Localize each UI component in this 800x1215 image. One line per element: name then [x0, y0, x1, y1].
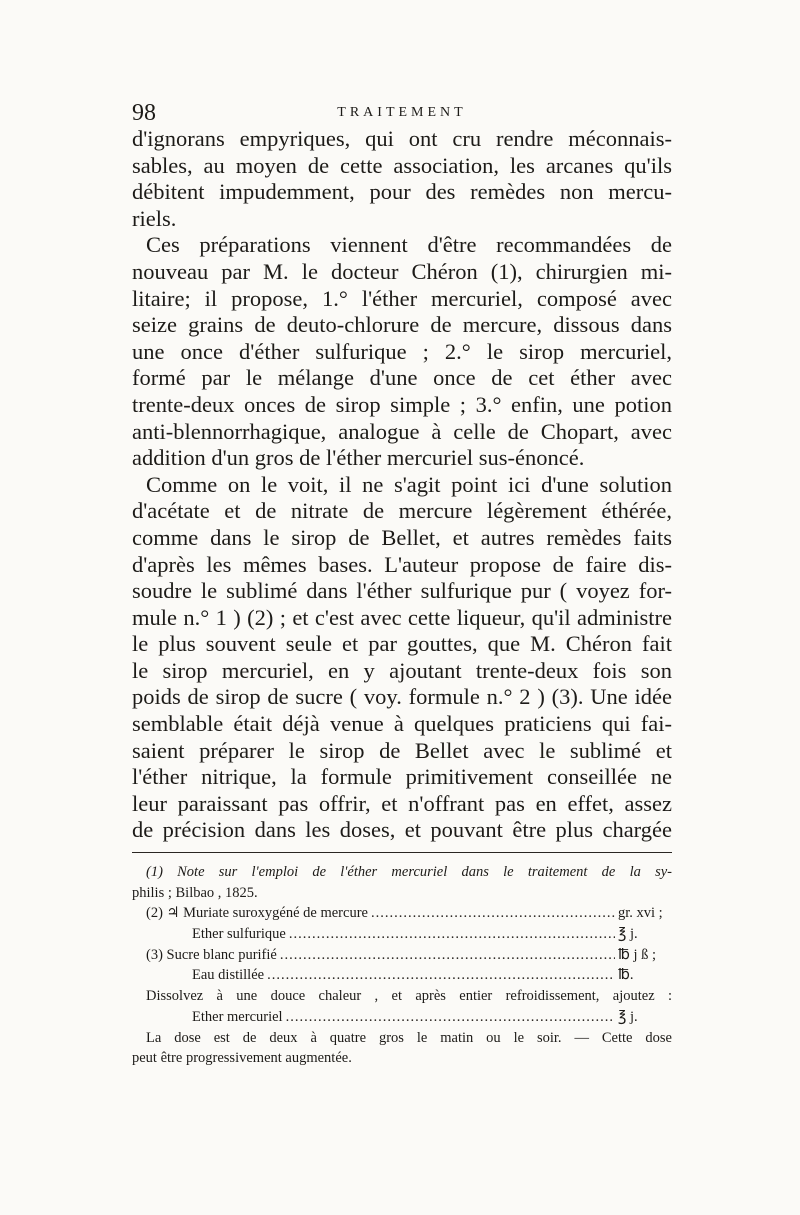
leader-dots	[371, 903, 615, 924]
running-head: TRAITEMENT	[337, 105, 467, 120]
text-line: trente-deux onces de sirop simple ; 3.° enfin, une potion	[132, 391, 672, 417]
text-line: riels.	[132, 205, 177, 231]
dose-note-line: La dose est de deux à quatre gros le matin ou le soir. — Cette dose	[146, 1029, 672, 1046]
leader-dots	[280, 945, 615, 966]
text-line: une once d'éther sulfurique ; 2.° le sirop mercuriel,	[132, 338, 672, 364]
formula-quantity: ℔ j ß ;	[618, 946, 657, 963]
formula-ingredient: Ether mercuriel	[192, 1008, 283, 1025]
text-line: soudre le sublimé dans l'éther sulfurique pur ( voyez for-	[132, 578, 672, 604]
footnotes	[132, 862, 672, 1069]
formula-row	[132, 945, 672, 966]
text-line: anti-blennorrhagique, analogue à celle de Chopart, avec	[132, 418, 672, 444]
text-line: le sirop mercuriel, en y ajoutant trente-deux fois son	[132, 657, 672, 683]
page-header	[132, 100, 672, 128]
footnote-1-line: (1) Note sur l'emploi de l'éther mercuriel dans le traitement de la sy-	[146, 864, 672, 880]
formula-row	[132, 1007, 672, 1028]
text-line: l'éther nitrique, la formule primitivement conseillée ne	[132, 764, 672, 790]
text-line: poids de sirop de sucre ( voy. formule n.° 2 ) (3). Une idée	[132, 684, 672, 710]
formula-quantity: ℥ j.	[618, 926, 638, 943]
formula-row	[132, 924, 672, 945]
formula-instruction: Dissolvez à une douce chaleur , et après entier refroidissement, ajoutez :	[146, 988, 672, 1005]
text-line: d'acétate et de nitrate de mercure légèrement éthérée,	[132, 498, 672, 524]
text-line: de précision dans les doses, et pouvant être plus chargée	[132, 817, 672, 843]
leader-dots	[289, 924, 615, 945]
text-line: saient préparer le sirop de Bellet avec le sublimé et	[132, 737, 672, 763]
text-line: d'ignorans empyriques, qui ont cru rendre méconnais-	[132, 126, 672, 151]
text-line: le plus souvent seule et par gouttes, que M. Chéron fait	[132, 631, 672, 657]
text-line: nouveau par M. le docteur Chéron (1), chirurgien mi-	[132, 258, 672, 284]
formula-ingredient: Eau distillée	[192, 967, 265, 984]
paragraph-start-line: Comme on le voit, il ne s'agit point ici d'une solution	[146, 471, 672, 497]
formula-row	[132, 965, 672, 986]
paragraph-start-line: Ces préparations viennent d'être recommandées de	[146, 232, 672, 258]
formula-quantity: gr. xvi ;	[618, 905, 663, 922]
formula-ingredient: (2) ♃ Muriate suroxygéné de mercure	[146, 905, 368, 922]
text-line: seize grains de deuto-chlorure de mercure, dissous dans	[132, 312, 672, 338]
formula-row	[132, 903, 672, 924]
footnote-rule	[132, 852, 672, 853]
body-text	[132, 126, 672, 844]
text-line: comme dans le sirop de Bellet, et autres remèdes faits	[132, 524, 672, 550]
text-line: formé par le mélange d'une once de cet éther avec	[132, 365, 672, 391]
dose-note-line: peut être progressivement augmentée.	[132, 1050, 352, 1067]
formula-quantity: ℔.	[618, 967, 634, 984]
text-line: sables, au moyen de cette association, les arcanes qu'ils	[132, 152, 672, 178]
footnote-1-line: philis ; Bilbao , 1825.	[132, 884, 258, 901]
text-line: addition d'un gros de l'éther mercuriel sus-énoncé.	[132, 445, 585, 471]
text-line: mule n.° 1 ) (2) ; et c'est avec cette liqueur, qu'il administre	[132, 604, 672, 630]
page-number: 98	[132, 100, 156, 126]
leader-dots	[286, 1007, 615, 1028]
text-line: litaire; il propose, 1.° l'éther mercuriel, composé avec	[132, 285, 672, 311]
text-line: débitent impudemment, pour des remèdes non mercu-	[132, 179, 672, 205]
formula-ingredient: (3) Sucre blanc purifié	[146, 946, 277, 963]
text-line: semblable était déjà venue à quelques praticiens qui fai-	[132, 711, 672, 737]
text-line: d'après les mêmes bases. L'auteur propose de faire dis-	[132, 551, 672, 577]
formula-ingredient: Ether sulfurique	[192, 926, 286, 943]
text-line: leur paraissant pas offrir, et n'offrant pas en effet, assez	[132, 790, 672, 816]
leader-dots	[267, 965, 615, 986]
formula-quantity: ℥ j.	[618, 1008, 638, 1025]
